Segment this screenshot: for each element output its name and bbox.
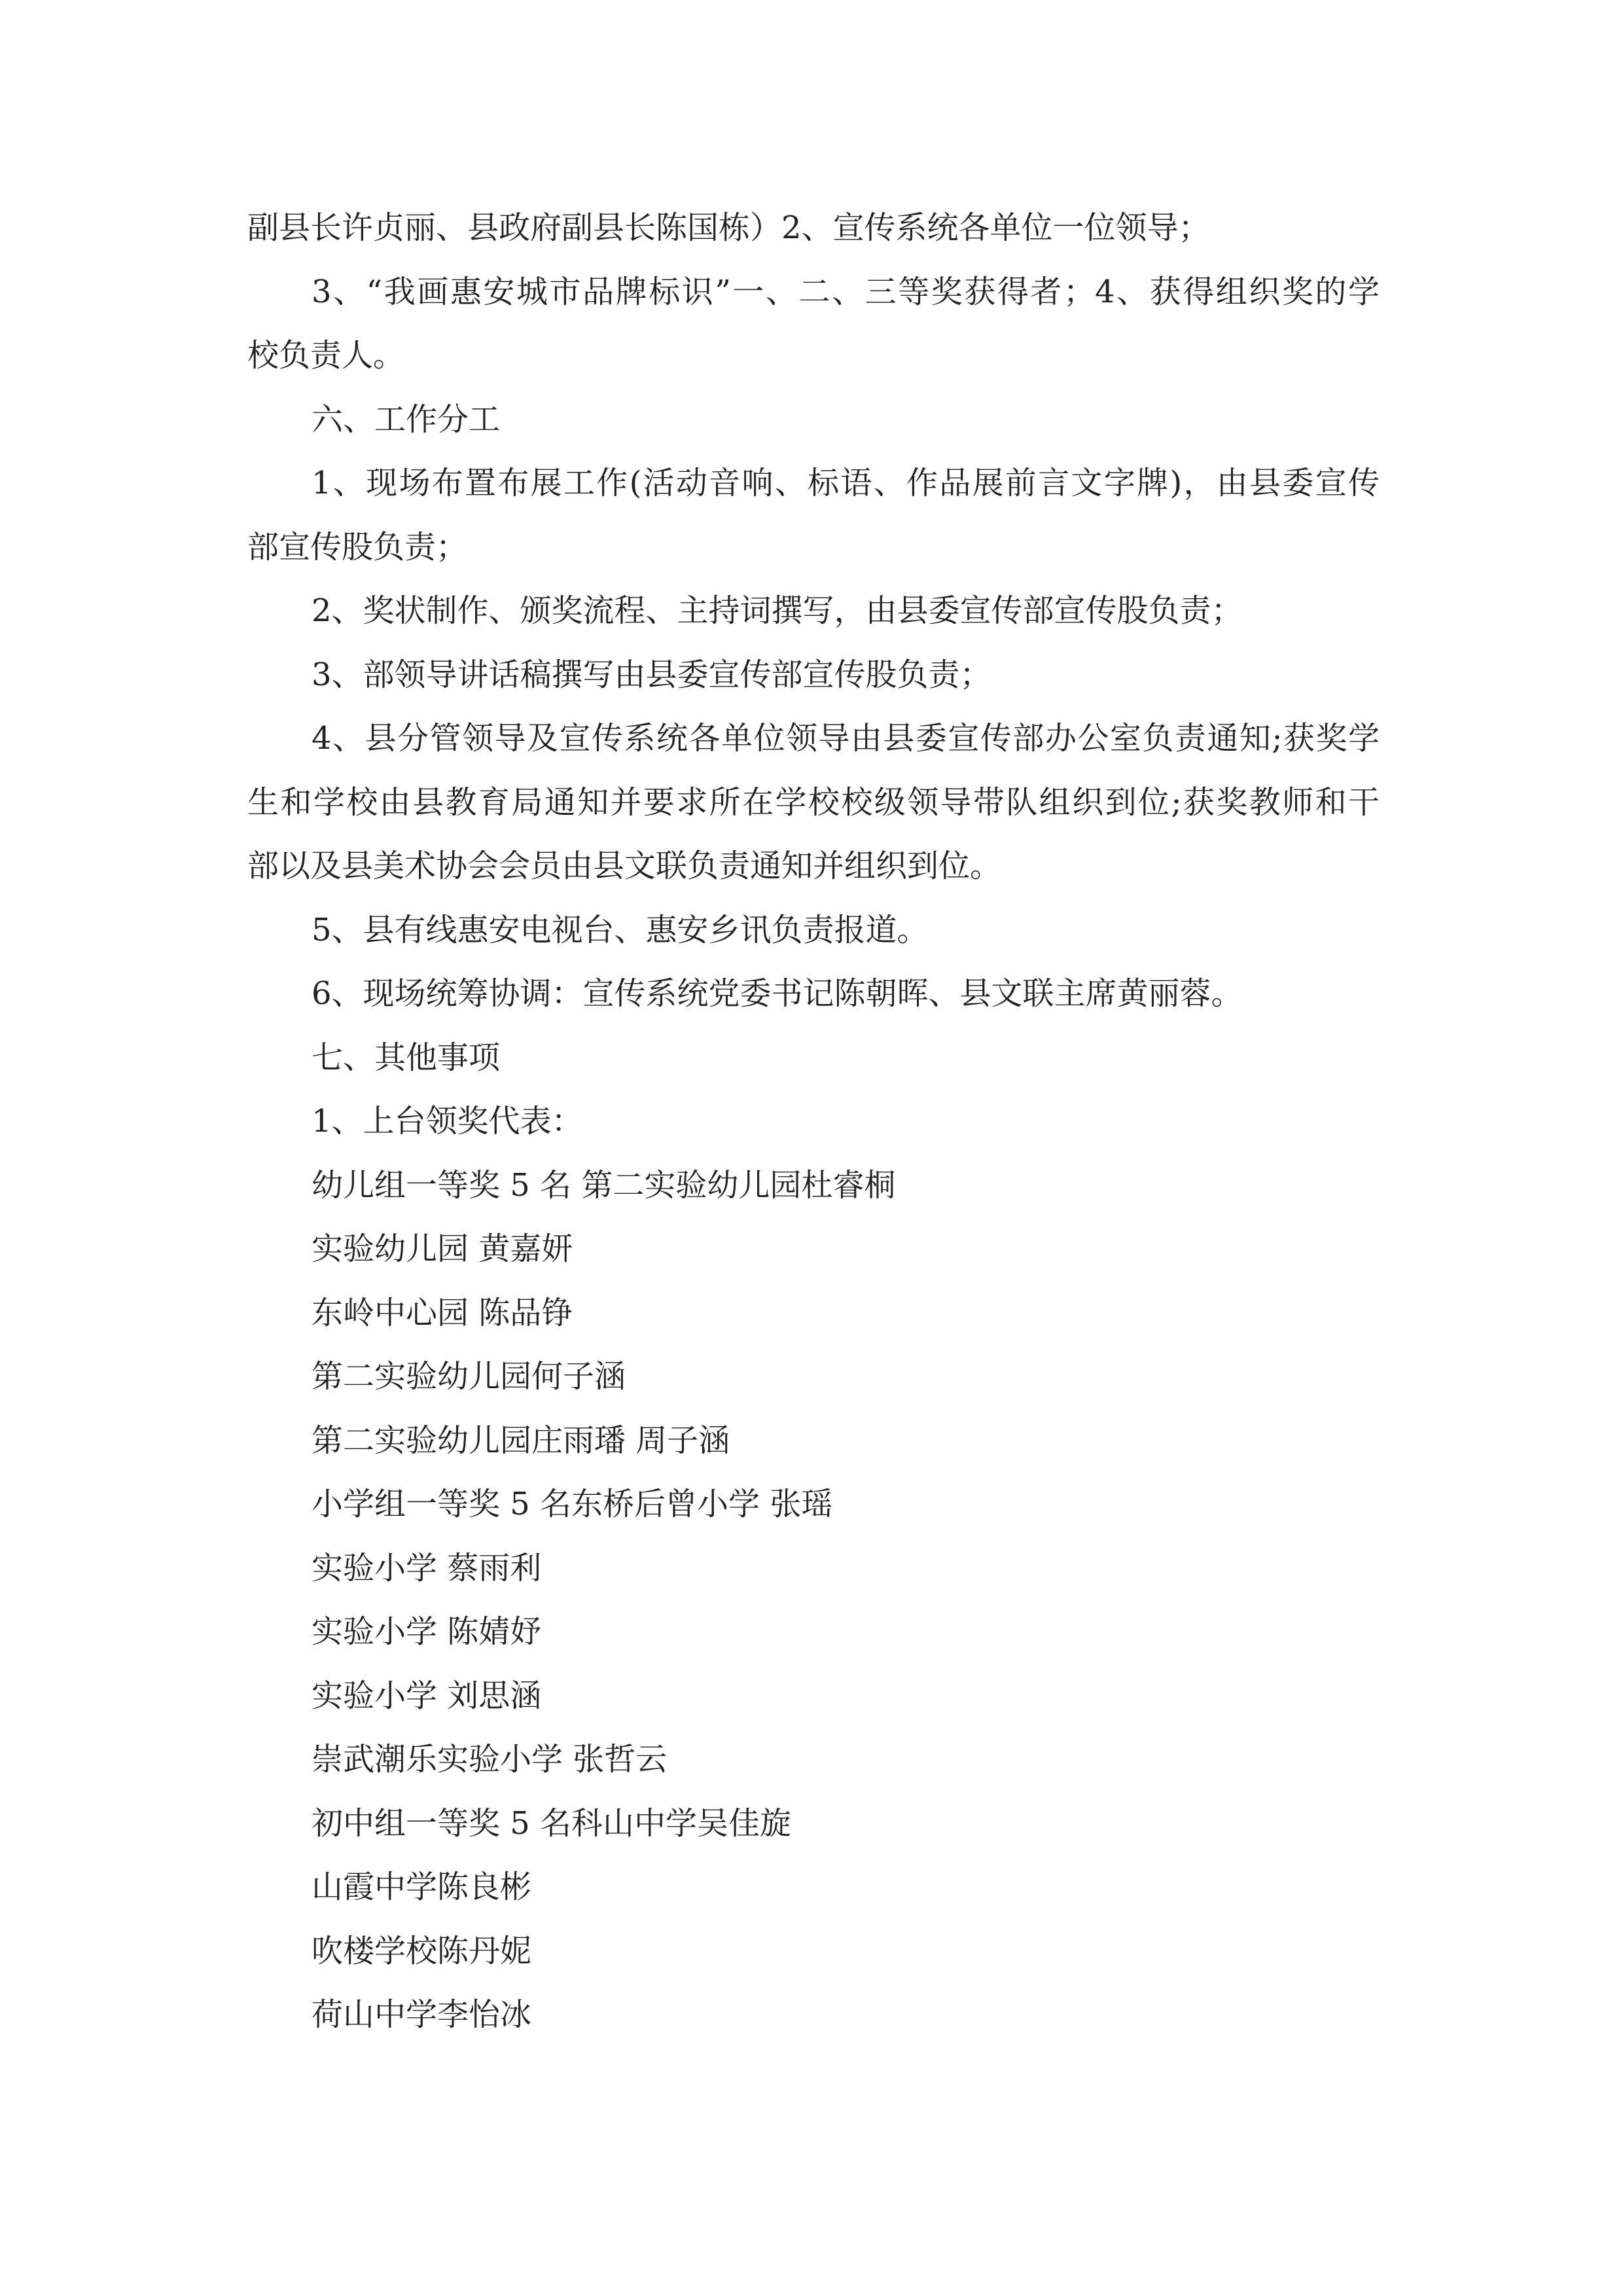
- text-line: 3、部领导讲话稿撰写由县委宣传部宣传股负责；: [312, 656, 991, 693]
- text-line: 生和学校由县教育局通知并要求所在学校校级领导带队组织到位;获奖教师和干: [247, 783, 1380, 821]
- document-body: [247, 196, 1380, 2047]
- section-heading: 七、其他事项: [312, 1039, 501, 1076]
- list-item: 第二实验幼儿园庄雨璠 周子涵: [312, 1422, 730, 1459]
- section-heading: 六、工作分工: [312, 401, 501, 438]
- text-line: 副县长许贞丽、县政府副县长陈国栋）2、宣传系统各单位一位领导；: [247, 209, 1210, 246]
- list-item: 荷山中学李怡冰: [312, 1996, 532, 2033]
- list-item: 幼儿组一等奖 5 名 第二实验幼儿园杜睿桐: [312, 1166, 896, 1204]
- list-item: 第二实验幼儿园何子涵: [312, 1358, 626, 1395]
- list-item: 实验小学 刘思涵: [312, 1677, 542, 1714]
- list-item: 实验小学 陈婧妤: [312, 1613, 542, 1650]
- text-line: 部以及县美术协会会员由县文联负责通知并组织到位。: [247, 848, 1002, 884]
- text-line: 6、现场统筹协调：宣传系统党委书记陈朝晖、县文联主席黄丽蓉。: [312, 975, 1243, 1012]
- text-line: 4、县分管领导及宣传系统各单位领导由县委宣传部办公室负责通知;获奖学: [312, 720, 1380, 757]
- list-item: 小学组一等奖 5 名东桥后曾小学 张瑶: [312, 1486, 833, 1522]
- list-item: 实验小学 蔡雨利: [312, 1549, 542, 1587]
- list-item: 吹楼学校陈丹妮: [312, 1932, 532, 1969]
- text-line: 校负责人。: [247, 337, 405, 374]
- list-item: 山霞中学陈良彬: [312, 1869, 532, 1905]
- text-line: 1、现场布置布展工作(活动音响、标语、作品展前言文字牌)，由县委宣传: [312, 465, 1380, 501]
- text-line: 部宣传股负责；: [247, 528, 468, 565]
- list-item: 东岭中心园 陈品铮: [312, 1294, 573, 1331]
- list-item: 实验幼儿园 黄嘉妍: [312, 1230, 573, 1267]
- list-item: 初中组一等奖 5 名科山中学吴佳旋: [312, 1804, 792, 1842]
- text-line: 2、奖状制作、颁奖流程、主持词撰写，由县委宣传部宣传股负责；: [312, 592, 1243, 629]
- text-line: 3、“我画惠安城市品牌标识”一、二、三等奖获得者；4、获得组织奖的学: [312, 273, 1380, 310]
- list-item: 崇武潮乐实验小学 张哲云: [312, 1741, 668, 1778]
- text-line: 5、县有线惠安电视台、惠安乡讯负责报道。: [312, 911, 929, 948]
- text-line: 1、上台领奖代表：: [312, 1103, 583, 1139]
